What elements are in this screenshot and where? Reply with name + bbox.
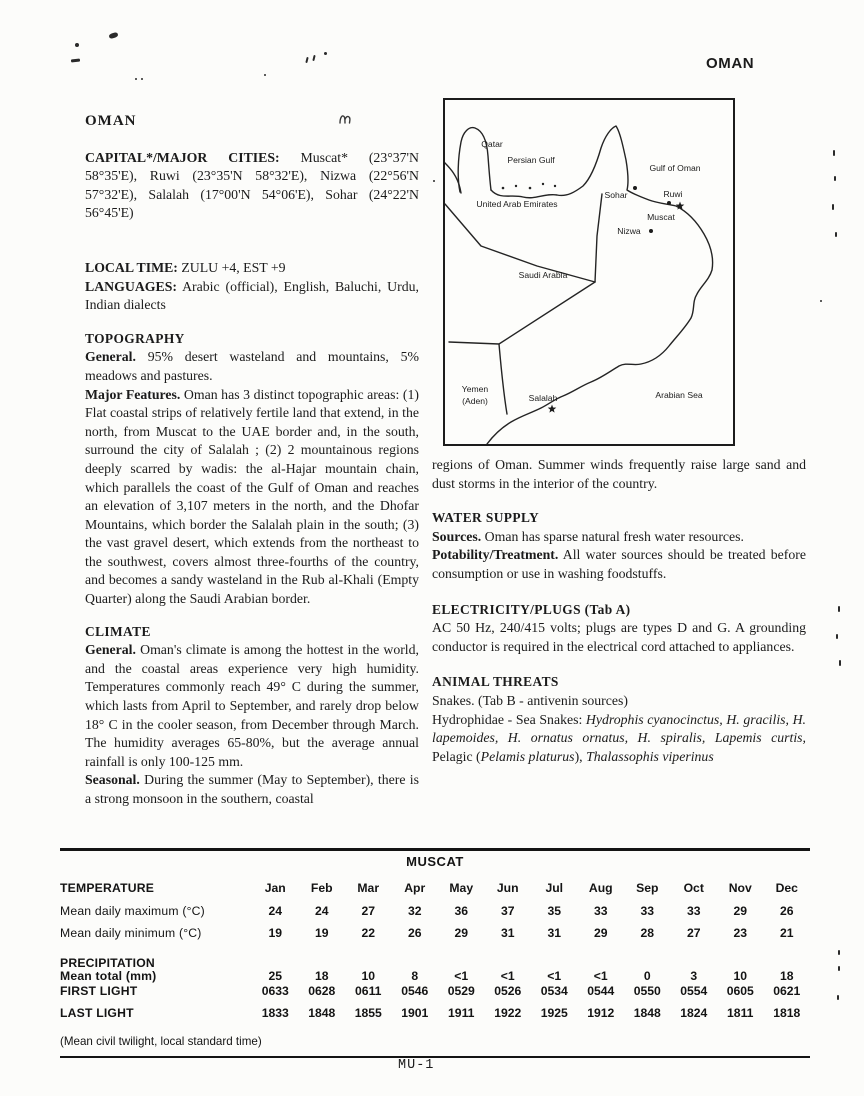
table-cell: Dec — [775, 881, 798, 895]
scan-artifact — [108, 32, 118, 40]
table-footnote: (Mean civil twilight, local standard time) — [60, 1034, 262, 1048]
table-row — [60, 949, 810, 984]
map-city-marker-sohar — [633, 186, 637, 190]
electricity-text: AC 50 Hz, 240/415 volts; plugs are types D and G. A grounding conductor is required in the electrical cord attached to appliances. — [432, 620, 806, 654]
table-cell: 37 — [500, 903, 515, 918]
table-cell: 0544 — [587, 983, 615, 998]
species-name-italic: Hydrophis cyanocinctus, H. gracilis, H. lapemoides, H. ornatus ornatus, H. spiralis, Lapemis curtis, — [432, 711, 806, 746]
table-cell: 0534 — [540, 983, 568, 998]
table-row-label: TEMPERATURE — [60, 881, 155, 895]
table-cell: 0554 — [680, 983, 708, 998]
climate-continuation: regions of Oman. Summer winds frequently raise large sand and dust storms in the interior of the country. — [432, 457, 806, 491]
table-cell: 0550 — [633, 983, 661, 998]
languages-text: Arabic (official), English, Baluchi, Urdu, Indian dialects — [85, 278, 419, 313]
table-cell: 1848 — [633, 1006, 661, 1020]
map-city-marker-nizwa — [649, 229, 653, 233]
climate-general-lead: General. — [85, 642, 136, 658]
water-sources-lead: Sources. — [432, 528, 482, 544]
table-row-label: PRECIPITATION Mean total (mm) — [60, 955, 157, 983]
table-cell: 26 — [407, 926, 422, 940]
topography-major-text: Oman has 3 distinct topographic areas: (1) Flat coastal strips of relatively fertile land that extend, in the north, from Muscat to the UAE border and, in the south, surround the city of Salalah ; (2) 2 mountainous regions deeply scarred by wadis: the al-Hajar mountain chain, which parallels the coast of the Gulf of Oman and reaches an elevation of 3,107 meters in the north, and the Dhofar Mountains, which border the Salalah plain in the south; (3) the vast gravel desert, which extends from the northeast to the southwest, covers almost three-fourths of the country, and becomes a sandy wasteland in the Rub al-Khali (Empty Quarter) along the Saudi Arabian border. — [85, 386, 419, 607]
languages-paragraph — [85, 278, 419, 315]
climate-general — [85, 641, 419, 771]
table-cell: <1 — [454, 968, 469, 983]
topography-major-lead: Major Features. — [85, 386, 181, 402]
table-cell: 24 — [314, 903, 329, 918]
scan-artifact — [71, 59, 80, 63]
table-row — [60, 984, 810, 1007]
table-cell: 10 — [733, 968, 748, 983]
climate-table — [60, 848, 810, 1058]
scan-artifact — [835, 232, 837, 237]
map-city-marker-ruwi — [667, 201, 671, 205]
table-cell: 27 — [686, 926, 701, 940]
climate-seasonal — [85, 771, 419, 808]
table-cell: 23 — [733, 926, 748, 940]
topography-heading: TOPOGRAPHY — [85, 330, 185, 346]
table-cell: <1 — [547, 968, 562, 983]
table-cell: May — [449, 881, 474, 895]
scan-artifact — [141, 78, 143, 80]
country-title: OMAN — [85, 113, 137, 129]
capital-cities-text: Muscat* (23°37'N 58°35'E), Ruwi (23°35'N 58°32'E), Nizwa (22°56'N 57°32'E), Salalah (17°00'N 54°06'E), Sohar (24°22'N 56°45'E) — [85, 149, 419, 221]
table-cell: 1824 — [680, 1006, 708, 1020]
sea-snakes-species — [432, 711, 806, 767]
species-name-italic: Thalassophis viperinus — [586, 748, 714, 764]
table-row-label: Mean daily minimum (°C) — [60, 926, 202, 940]
table-cell: 19 — [314, 926, 329, 940]
oman-map-svg — [445, 100, 733, 444]
local-time-text: ZULU +4, EST +9 — [181, 259, 286, 275]
table-cell: 8 — [411, 968, 419, 983]
map-label: Persian Gulf — [507, 155, 555, 165]
map-label: Muscat — [647, 212, 675, 222]
scan-artifact — [135, 78, 137, 80]
table-cell: 35 — [547, 903, 562, 918]
table-cell: 0 — [643, 968, 651, 983]
water-potability — [432, 546, 806, 583]
right-column — [432, 456, 806, 766]
scan-artifact — [820, 300, 822, 302]
table-cell: 27 — [361, 903, 376, 918]
table-cell: 1833 — [261, 1006, 289, 1020]
table-cell: 1848 — [308, 1006, 336, 1020]
map-label: Qatar — [481, 139, 503, 149]
table-row-label: Mean daily maximum (°C) — [60, 903, 205, 918]
table-cell: 25 — [268, 968, 283, 983]
table-cell: 0633 — [261, 983, 289, 998]
scan-artifact — [837, 995, 839, 1000]
table-row-label: FIRST LIGHT — [60, 983, 138, 998]
table-cell: 21 — [779, 926, 794, 940]
table-cell: Jun — [496, 881, 519, 895]
table-cell: 31 — [547, 926, 562, 940]
table-cell: 33 — [686, 903, 701, 918]
table-cell: Oct — [683, 881, 704, 895]
map-island — [542, 183, 544, 185]
water-potability-lead: Potability/Treatment. — [432, 547, 559, 563]
map-label: Nizwa — [617, 226, 641, 236]
table-cell: 29 — [593, 926, 608, 940]
table-cell: 24 — [268, 903, 283, 918]
section-water-supply — [432, 509, 806, 583]
scan-artifact — [836, 634, 838, 639]
table-cell: 33 — [593, 903, 608, 918]
electricity-heading: ELECTRICITY/PLUGS (Tab A) — [432, 601, 631, 617]
scan-artifact — [839, 660, 841, 666]
map-island — [502, 187, 505, 190]
table-cell: 1901 — [401, 1006, 429, 1020]
species-name-italic: Pelamis platurus — [480, 748, 575, 764]
scan-artifact — [312, 55, 315, 61]
table-cell: 18 — [314, 968, 329, 983]
table-row — [60, 904, 810, 927]
water-supply-heading: WATER SUPPLY — [432, 510, 540, 526]
table-cell: 0621 — [773, 983, 801, 998]
map-label: Saudi Arabia — [518, 270, 568, 280]
table-cell: 1912 — [587, 1006, 615, 1020]
table-cell: 1911 — [448, 1006, 475, 1020]
scan-artifact — [305, 57, 308, 63]
scan-artifact — [75, 43, 79, 47]
table-cell: 32 — [407, 903, 422, 918]
table-cell: 26 — [779, 903, 794, 918]
table-cell: 29 — [733, 903, 748, 918]
topography-major-features — [85, 386, 419, 609]
water-sources-text: Oman has sparse natural fresh water resources. — [484, 528, 744, 544]
climate-general-text: Oman's climate is among the hottest in the world, and the coastal areas experience very high humidity. Temperatures commonly reach 49° C during the summer, which lasts from April to September, and rarely drop below 18° C in the cooler season, from December through March. The humidity averages 65-80%, but the average annual rainfall is only 100-125 mm. — [85, 642, 419, 769]
topography-general — [85, 348, 419, 385]
table-cell: 36 — [454, 903, 469, 918]
page-header-country: OMAN — [706, 55, 755, 72]
section-electricity — [432, 601, 806, 657]
species-text: ), — [574, 748, 587, 764]
table-cell: 1818 — [773, 1006, 801, 1020]
table-cell: 0529 — [447, 983, 475, 998]
water-sources — [432, 528, 806, 547]
map-island — [529, 187, 532, 190]
map-label: Salalah — [528, 393, 558, 403]
map-label: Gulf of Oman — [649, 163, 701, 173]
table-cell: Mar — [357, 881, 380, 895]
table-cell: 1811 — [727, 1006, 754, 1020]
table-row — [60, 926, 810, 949]
table-cell: 29 — [454, 926, 469, 940]
water-potability-text: All water sources should be treated before consumption or use in washing foodstuffs. — [432, 547, 806, 581]
table-row — [60, 1006, 810, 1029]
capital-cities-label: CAPITAL*/MAJOR CITIES: — [85, 149, 280, 165]
table-cell: 3 — [690, 968, 698, 983]
table-cell: 0546 — [401, 983, 429, 998]
table-cell: Jul — [545, 881, 564, 895]
snakes-line: Snakes. (Tab B - antivenin sources) — [432, 692, 628, 708]
map-label: Ruwi — [663, 189, 683, 199]
map-labels-group — [462, 139, 703, 406]
left-column — [85, 112, 419, 809]
local-time-paragraph — [85, 259, 419, 278]
table-cell: 22 — [361, 926, 376, 940]
table-cell: Nov — [728, 881, 752, 895]
species-text: Hydrophidae - Sea Snakes: — [432, 711, 586, 727]
table-cell: 1922 — [494, 1006, 522, 1020]
topography-general-text: 95% desert wasteland and mountains, 5% meadows and pastures. — [85, 349, 419, 383]
table-cell: Sep — [636, 881, 659, 895]
section-topography — [85, 330, 419, 609]
scan-artifact — [838, 950, 840, 955]
table-cell: Jan — [264, 881, 286, 895]
map-island — [515, 185, 517, 187]
map-label: Yemen — [461, 384, 489, 394]
table-bottom-rule — [60, 1056, 810, 1058]
map-label: (Aden) — [462, 396, 488, 406]
table-cell: <1 — [500, 968, 515, 983]
animal-threats-heading: ANIMAL THREATS — [432, 674, 559, 690]
climate-seasonal-text: During the summer (May to September), there is a strong monsoon in the southern, coastal — [85, 772, 419, 806]
table-title: MUSCAT — [406, 854, 464, 869]
map-label: United Arab Emirates — [476, 199, 558, 209]
map-island — [554, 185, 556, 187]
capital-cities-paragraph — [85, 149, 419, 223]
scan-artifact — [838, 966, 840, 971]
map-label: Arabian Sea — [655, 390, 703, 400]
table-cell: 0628 — [308, 983, 336, 998]
topography-general-lead: General. — [85, 349, 136, 365]
table-cell: 19 — [268, 926, 283, 940]
scan-artifact — [832, 204, 834, 210]
table-cell: 28 — [640, 926, 655, 940]
table-row-label: LAST LIGHT — [60, 1006, 134, 1020]
table-cell: Feb — [310, 881, 333, 895]
languages-label: LANGUAGES: — [85, 278, 177, 294]
climate-seasonal-lead: Seasonal. — [85, 772, 140, 788]
table-cell: 1925 — [540, 1006, 568, 1020]
map-label: Sohar — [604, 190, 628, 200]
scan-artifact — [324, 52, 327, 55]
table-cell: 0526 — [494, 983, 522, 998]
table-cell: 31 — [500, 926, 515, 940]
species-text: Pelagic ( — [432, 748, 481, 764]
scan-artifact-squiggle — [338, 113, 352, 125]
table-cell: 33 — [640, 903, 655, 918]
table-cell: 0611 — [355, 983, 382, 998]
scan-artifact — [433, 180, 435, 182]
table-row — [60, 881, 810, 904]
table-top-rule — [60, 848, 810, 851]
table-cell: 0605 — [726, 983, 754, 998]
table-cell: 10 — [361, 968, 376, 983]
scan-artifact — [834, 176, 836, 181]
table-cell: Aug — [588, 881, 613, 895]
climate-heading: CLIMATE — [85, 623, 151, 639]
scan-artifact — [264, 74, 266, 76]
local-time-label: LOCAL TIME: — [85, 259, 178, 275]
table-cell: 1855 — [354, 1006, 382, 1020]
section-climate — [85, 623, 419, 809]
table-cell: 18 — [779, 968, 794, 983]
map-city-marker-salalah — [548, 405, 557, 413]
section-animal-threats — [432, 673, 806, 766]
page-number: MU-1 — [398, 1058, 435, 1073]
table-cell: <1 — [593, 968, 608, 983]
climate-table-grid — [60, 881, 810, 1029]
oman-map — [443, 98, 735, 446]
table-cell: Apr — [404, 881, 426, 895]
scan-artifact — [833, 150, 835, 156]
scan-artifact — [838, 606, 840, 612]
